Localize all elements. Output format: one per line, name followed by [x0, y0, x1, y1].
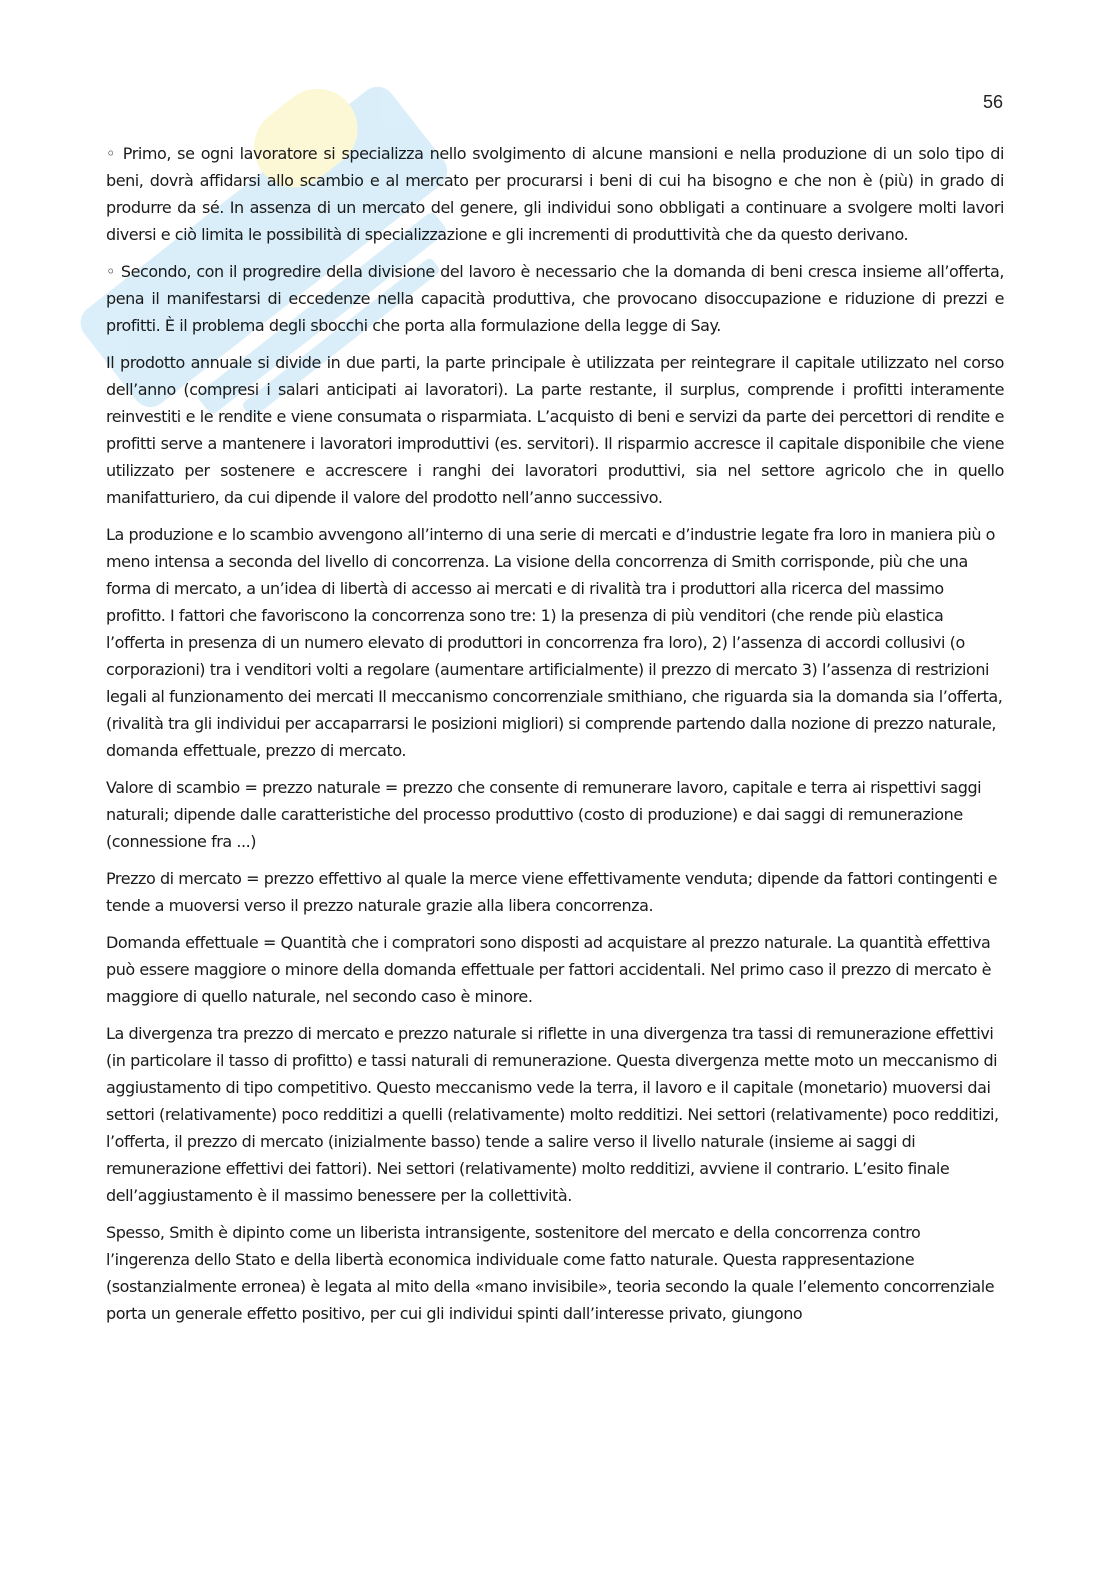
paragraph-divergenza: La divergenza tra prezzo di mercato e prezzo naturale si riflette in una divergenza tra tassi di remunerazione effettivi (in particolare il tasso di profitto) e tassi naturali di remunerazione. Questa divergenza mette moto un meccanismo di aggiustamento di tipo competitivo. Questo meccanismo vede la terra, il lavoro e il capitale (monetario) muoversi dai settori (relativamente) poco redditizi a quelli (relativamente) molto redditizi. Nei settori (relativamente) poco redditizi, l’offerta, il prezzo di mercato (inizialmente basso) tende a salire verso il livello naturale (insieme ai saggi di remunerazione effettivi dei fattori). Nei settori (relativamente) molto redditizi, avviene il contrario. L’esito finale dell’aggiustamento è il massimo benessere per la collettività.	[106, 1024, 999, 1205]
paragraph-concorrenza: La produzione e lo scambio avvengono all’interno di una serie di mercati e d’industrie legate fra loro in maniera più o meno intensa a seconda del livello di concorrenza. La visione della concorrenza di Smith corrisponde, più che una forma di mercato, a un’idea di libertà di accesso ai mercati e di rivalità tra i produttori alla ricerca del massimo profitto. I fattori che favoriscono la concorrenza sono tre: 1) la presenza di più venditori (che rende più elastica l’offerta in presenza di un numero elevato di produttori in concorrenza fra loro), 2) l’assenza di accordi collusivi (o corporazioni) tra i venditori volti a regolare (aumentare artificialmente) il prezzo di mercato 3) l’assenza di restrizioni legali al funzionamento dei mercati Il meccanismo concorrenziale smithiano, che riguarda sia la domanda sia l’offerta, (rivalità tra gli individui per accaparrarsi le posizioni migliori) si comprende partendo dalla nozione di prezzo naturale, domanda effettuale, prezzo di mercato.	[106, 525, 1003, 760]
paragraph-prezzo-di-mercato: Prezzo di mercato = prezzo effettivo al quale la merce viene effettivamente venduta; dipende da fattori contingenti e tende a muoversi verso il prezzo naturale grazie alla libera concorrenza.	[106, 869, 998, 915]
paragraph-domanda-effettuale: Domanda effettuale = Quantità che i compratori sono disposti ad acquistare al prezzo naturale. La quantità effettiva può essere maggiore o minore della domanda effettuale per fattori accidentali. Nel primo caso il prezzo di mercato è maggiore di quello naturale, nel secondo caso è minore.	[106, 933, 991, 1006]
paragraph-smith-liberista: Spesso, Smith è dipinto come un liberista intransigente, sostenitore del mercato e della concorrenza contro l’ingerenza dello Stato e della libertà economica individuale come fatto naturale. Questa rappresentazione (sostanzialmente erronea) è legata al mito della «mano invisibile», teoria secondo la quale l’elemento concorrenziale porta un generale effetto positivo, per cui gli individui spinti dall’interesse privato, giungono	[106, 1223, 995, 1323]
paragraph-secondo: ◦ Secondo, con il progredire della divisione del lavoro è necessario che la domanda di beni cresca insieme all’offerta, pena il manifestarsi di eccedenze nella capacità produttiva, che provocano disoccupazione e riduzione di prezzi e profitti. È il problema degli sbocchi che porta alla formulazione della legge di Say.	[106, 262, 1004, 335]
paragraph-prodotto-annuale: Il prodotto annuale si divide in due parti, la parte principale è utilizzata per reintegrare il capitale utilizzato nel corso dell’anno (compresi i salari anticipati ai lavoratori). La parte restante, il surplus, comprende i profitti interamente reinvestiti e le rendite e viene consumata o risparmiata. L’acquisto di beni e servizi da parte dei percettori di rendite e profitti serve a mantenere i lavoratori improduttivi (es. servitori). Il risparmio accresce il capitale disponibile che viene utilizzato per sostenere e accrescere i ranghi dei lavoratori produttivi, sia nel settore agricolo che in quello manifatturiero, da cui dipende il valore del prodotto nell’anno successivo.	[106, 353, 1004, 507]
paragraph-valore-di-scambio: Valore di scambio = prezzo naturale = prezzo che consente di remunerare lavoro, capitale e terra ai rispettivi saggi naturali; dipende dalle caratteristiche del processo produttivo (costo di produzione) e dai saggi di remunerazione (connessione fra ...)	[106, 778, 982, 851]
body-text	[106, 140, 1004, 1337]
page-number: 56	[982, 92, 1003, 112]
paragraph-primo: ◦ Primo, se ogni lavoratore si specializza nello svolgimento di alcune mansioni e nella produzione di un solo tipo di beni, dovrà affidarsi allo scambio e al mercato per procurarsi i beni di cui ha bisogno e che non è (più) in grado di produrre da sé. In assenza di un mercato del genere, gli individui sono obbligati a continuare a svolgere molti lavori diversi e ciò limita le possibilità di specializzazione e gli incrementi di produttività che da questo derivano.	[106, 144, 1004, 244]
